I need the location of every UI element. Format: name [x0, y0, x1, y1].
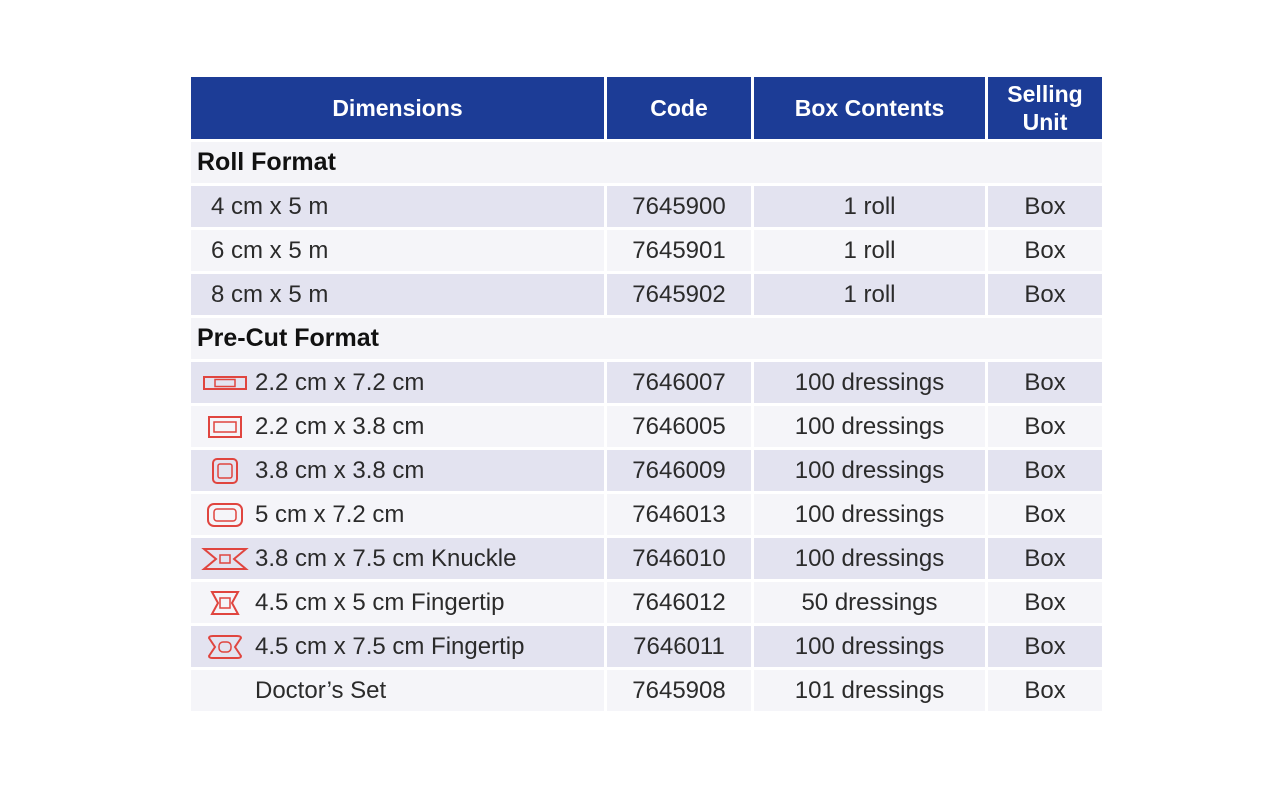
cell-code: 7646007 — [607, 362, 754, 406]
cell-dimensions — [191, 450, 607, 494]
cell-contents: 100 dressings — [754, 494, 988, 538]
table-row — [191, 450, 1102, 494]
cell-dimensions — [191, 494, 607, 538]
table-row — [191, 230, 1102, 274]
cell-contents: 100 dressings — [754, 450, 988, 494]
cell-dimensions — [191, 670, 607, 714]
wide-rectangle-dressing-icon — [201, 502, 249, 528]
knuckle-dressing-icon — [201, 546, 249, 572]
dimensions-text: 4.5 cm x 7.5 cm Fingertip — [255, 632, 525, 660]
header-selling-unit-line2: Unit — [1022, 109, 1068, 135]
cell-dimensions — [191, 362, 607, 406]
header-selling-unit-line1: Selling — [1007, 81, 1083, 107]
square-dressing-icon — [201, 458, 249, 484]
table-row — [191, 670, 1102, 714]
cell-code: 7645908 — [607, 670, 754, 714]
cell-dimensions — [191, 582, 607, 626]
rectangle-dressing-icon — [201, 414, 249, 440]
header-box-contents: Box Contents — [754, 77, 988, 142]
section-title: Pre-Cut Format — [191, 318, 1102, 362]
dimensions-text: 5 cm x 7.2 cm — [255, 500, 405, 528]
cell-contents: 100 dressings — [754, 406, 988, 450]
cell-contents: 100 dressings — [754, 626, 988, 670]
cell-dimensions — [191, 406, 607, 450]
cell-unit: Box — [988, 230, 1102, 274]
section-pre-cut-format — [191, 318, 1102, 362]
dimensions-text: Doctor’s Set — [255, 676, 387, 704]
product-table — [191, 77, 1102, 714]
cell-code: 7645902 — [607, 274, 754, 318]
dimensions-text: 2.2 cm x 3.8 cm — [255, 412, 425, 440]
cell-unit: Box — [988, 362, 1102, 406]
header-code: Code — [607, 77, 754, 142]
table-row — [191, 362, 1102, 406]
table-row — [191, 582, 1102, 626]
table-row — [191, 186, 1102, 230]
icon-placeholder — [201, 678, 249, 704]
cell-code: 7646013 — [607, 494, 754, 538]
cell-unit: Box — [988, 494, 1102, 538]
large-fingertip-dressing-icon — [201, 634, 249, 660]
cell-contents: 1 roll — [754, 274, 988, 318]
section-title: Roll Format — [191, 142, 1102, 186]
table-row — [191, 538, 1102, 582]
cell-code: 7645901 — [607, 230, 754, 274]
table-header-row — [191, 77, 1102, 142]
dimensions-text: 2.2 cm x 7.2 cm — [255, 368, 425, 396]
section-roll-format — [191, 142, 1102, 186]
table-row — [191, 626, 1102, 670]
cell-code: 7646009 — [607, 450, 754, 494]
cell-dimensions: 6 cm x 5 m — [191, 230, 607, 274]
table-row — [191, 494, 1102, 538]
cell-contents: 100 dressings — [754, 538, 988, 582]
cell-contents: 101 dressings — [754, 670, 988, 714]
cell-unit: Box — [988, 186, 1102, 230]
cell-unit: Box — [988, 406, 1102, 450]
cell-dimensions: 4 cm x 5 m — [191, 186, 607, 230]
table-row — [191, 406, 1102, 450]
fingertip-dressing-icon — [201, 590, 249, 616]
dimensions-text: 4.5 cm x 5 cm Fingertip — [255, 588, 505, 616]
cell-code: 7646012 — [607, 582, 754, 626]
cell-dimensions: 8 cm x 5 m — [191, 274, 607, 318]
cell-unit: Box — [988, 626, 1102, 670]
cell-code: 7646005 — [607, 406, 754, 450]
header-dimensions: Dimensions — [191, 77, 607, 142]
dimensions-text: 3.8 cm x 7.5 cm Knuckle — [255, 544, 517, 572]
dimensions-text: 3.8 cm x 3.8 cm — [255, 456, 425, 484]
cell-contents: 1 roll — [754, 230, 988, 274]
header-selling-unit — [988, 77, 1102, 142]
cell-unit: Box — [988, 670, 1102, 714]
cell-unit: Box — [988, 274, 1102, 318]
cell-contents: 1 roll — [754, 186, 988, 230]
cell-unit: Box — [988, 582, 1102, 626]
table-row — [191, 274, 1102, 318]
cell-code: 7646011 — [607, 626, 754, 670]
cell-unit: Box — [988, 450, 1102, 494]
cell-unit: Box — [988, 538, 1102, 582]
cell-dimensions — [191, 626, 607, 670]
long-strip-dressing-icon — [201, 370, 249, 396]
cell-code: 7645900 — [607, 186, 754, 230]
cell-contents: 50 dressings — [754, 582, 988, 626]
cell-contents: 100 dressings — [754, 362, 988, 406]
cell-code: 7646010 — [607, 538, 754, 582]
cell-dimensions — [191, 538, 607, 582]
